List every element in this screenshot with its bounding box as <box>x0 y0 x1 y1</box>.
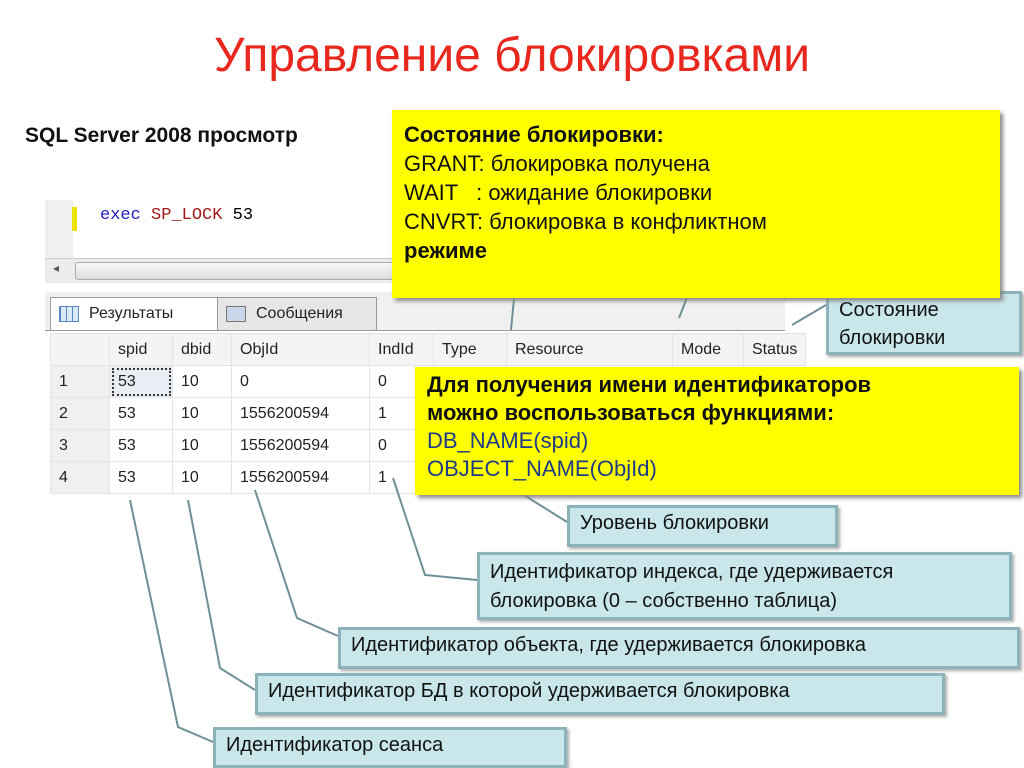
note-line: можно воспользоваться функциями: <box>427 400 835 425</box>
col-header-dbid[interactable]: dbid <box>173 334 232 366</box>
cell-objid[interactable]: 1556200594 <box>232 398 370 430</box>
callout-line: Идентификатор индекса, где удерживается <box>490 561 894 583</box>
callout-status <box>826 291 1022 355</box>
lock-status-note <box>392 110 1000 298</box>
callout-mode: Уровень блокировки <box>567 505 838 547</box>
col-header-type[interactable]: Type <box>434 334 507 366</box>
callout-object: Идентификатор объекта, где удерживается блокировка <box>338 627 1020 669</box>
col-header-resource[interactable]: Resource <box>507 334 673 366</box>
proc-name: SP_LOCK <box>151 206 223 225</box>
callout-index <box>477 552 1012 620</box>
cell-spid[interactable]: 53 <box>110 366 173 398</box>
col-header-spid[interactable]: spid <box>110 334 173 366</box>
note-function: OBJECT_NAME(ObjId) <box>427 456 657 481</box>
note-line: Для получения имени идентификаторов <box>427 372 872 397</box>
slide-title: Управление блокировками <box>213 29 810 82</box>
col-header-indid[interactable]: IndId <box>370 334 434 366</box>
callout-session: Идентификатор сеанса <box>213 727 567 768</box>
cell-dbid[interactable]: 10 <box>173 366 232 398</box>
tab-label: Результаты <box>89 305 174 322</box>
cell-indid[interactable]: 1 <box>370 462 434 494</box>
col-header-mode[interactable]: Mode <box>673 334 744 366</box>
cell-objid[interactable]: 0 <box>232 366 370 398</box>
note-function: DB_NAME(spid) <box>427 428 589 453</box>
note-line: CNVRT: блокировка в конфликтном <box>404 209 767 234</box>
cell-indid[interactable]: 0 <box>370 430 434 462</box>
functions-note <box>415 367 1019 495</box>
callout-line: Состояние <box>839 299 939 321</box>
cell-indid[interactable]: 1 <box>370 398 434 430</box>
note-line: WAIT : ожидание блокировки <box>404 180 713 205</box>
cell-indid[interactable]: 0 <box>370 366 434 398</box>
cell-spid[interactable]: 53 <box>110 430 173 462</box>
col-header-status[interactable]: Status <box>744 334 806 366</box>
subtitle: SQL Server 2008 просмотр <box>25 124 298 147</box>
row-number[interactable]: 3 <box>51 430 110 462</box>
row-number[interactable]: 1 <box>51 366 110 398</box>
row-number[interactable]: 2 <box>51 398 110 430</box>
note-line: Состояние блокировки: <box>404 122 664 147</box>
tab-label: Сообщения <box>256 305 343 322</box>
cell-dbid[interactable]: 10 <box>173 462 232 494</box>
cell-dbid[interactable]: 10 <box>173 430 232 462</box>
scroll-left-icon[interactable]: ◂ <box>53 261 60 275</box>
callout-line: блокировка (0 – собственно таблица) <box>490 590 837 612</box>
col-header-objid[interactable]: ObjId <box>232 334 370 366</box>
cell-dbid[interactable]: 10 <box>173 398 232 430</box>
cell-spid[interactable]: 53 <box>110 462 173 494</box>
note-line: GRANT: блокировка получена <box>404 151 710 176</box>
callout-db: Идентификатор БД в которой удерживается блокировка <box>255 673 945 715</box>
keyword: exec <box>100 206 141 225</box>
cell-objid[interactable]: 1556200594 <box>232 462 370 494</box>
callout-line: блокировки <box>839 327 946 349</box>
proc-arg: 53 <box>232 206 254 225</box>
cell-spid[interactable]: 53 <box>110 398 173 430</box>
cell-objid[interactable]: 1556200594 <box>232 430 370 462</box>
note-line: режиме <box>404 238 488 263</box>
row-number[interactable]: 4 <box>51 462 110 494</box>
